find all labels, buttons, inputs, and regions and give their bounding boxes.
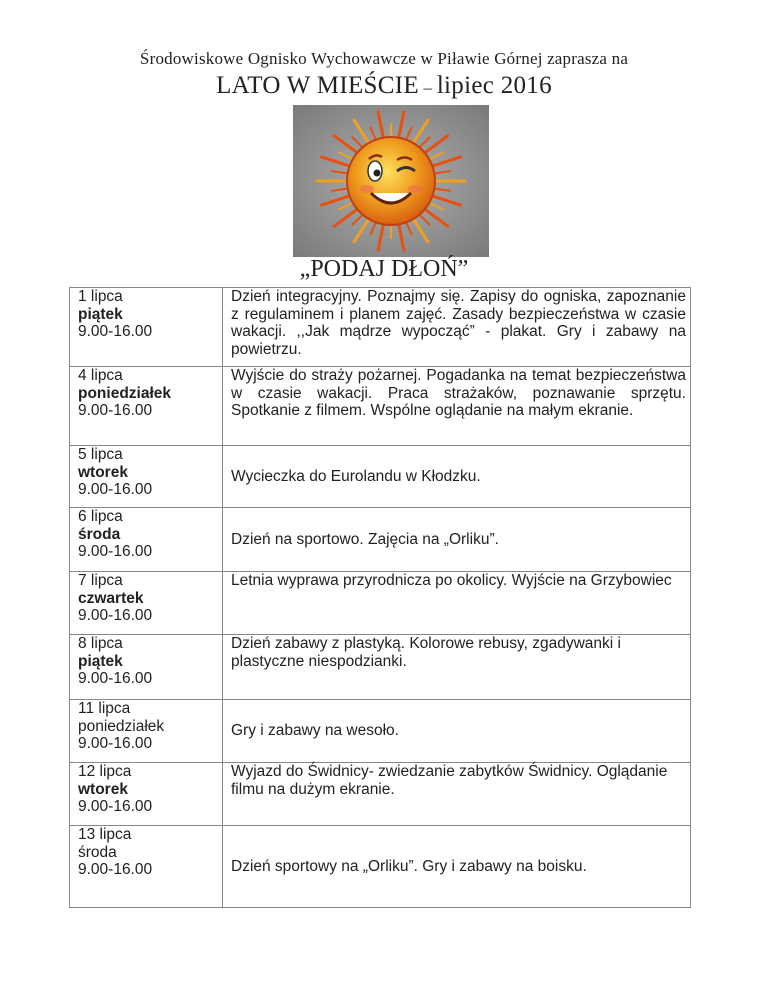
event-time: 9.00-16.00	[78, 861, 153, 878]
event-description: Dzień zabawy z plastyką. Kolorowe rebusy, zgadywanki i plastyczne niespodzianki.	[223, 635, 691, 700]
event-time: 9.00-16.00	[78, 735, 153, 752]
event-time: 9.00-16.00	[78, 323, 153, 340]
event-weekday: wtorek	[78, 463, 128, 481]
event-time: 9.00-16.00	[78, 481, 153, 498]
event-description: Wyjście do straży pożarnej. Pogadanka na temat bezpieczeństwa w czasie wakacji. Praca strażaków, poznawanie sprzętu. Spotkanie z filmem. Wspólne oglądanie na małym ekranie.	[223, 367, 691, 446]
event-time: 9.00-16.00	[78, 798, 153, 815]
schedule-row	[70, 700, 691, 763]
event-date: 13 lipca	[78, 826, 132, 843]
schedule-row	[70, 288, 691, 367]
date-cell	[70, 572, 223, 635]
event-weekday: wtorek	[78, 780, 128, 798]
date-cell	[70, 288, 223, 367]
event-weekday: piątek	[78, 305, 123, 323]
date-cell	[70, 508, 223, 572]
event-description: Wyjazd do Świdnicy- zwiedzanie zabytków Świdnicy. Oglądanie filmu na dużym ekranie.	[223, 763, 691, 826]
event-weekday: środa	[78, 843, 117, 861]
date-cell	[70, 700, 223, 763]
schedule-row	[70, 446, 691, 508]
event-description: Gry i zabawy na wesoło.	[223, 700, 691, 763]
schedule-row	[70, 826, 691, 908]
date-cell	[70, 446, 223, 508]
title-month: lipiec 2016	[436, 72, 552, 99]
date-cell	[70, 367, 223, 446]
sun-icon	[293, 105, 489, 257]
event-time: 9.00-16.00	[78, 402, 153, 419]
schedule-row	[70, 367, 691, 446]
event-description: Wycieczka do Eurolandu w Kłodzku.	[223, 446, 691, 508]
event-weekday: czwartek	[78, 589, 144, 607]
schedule-table	[69, 287, 691, 908]
event-date: 11 lipca	[78, 700, 131, 717]
event-date: 5 lipca	[78, 446, 123, 463]
schedule-row	[70, 763, 691, 826]
event-weekday: środa	[78, 525, 121, 543]
schedule-row	[70, 508, 691, 572]
intro-text: Środowiskowe Ognisko Wychowawcze w Piławie Górnej zaprasza na	[139, 49, 629, 68]
event-time: 9.00-16.00	[78, 543, 153, 560]
event-weekday: poniedziałek	[78, 717, 165, 735]
event-date: 4 lipca	[78, 367, 123, 384]
date-cell	[70, 826, 223, 908]
event-time: 9.00-16.00	[78, 670, 153, 687]
event-date: 6 lipca	[78, 508, 123, 525]
event-description: Dzień na sportowo. Zajęcia na „Orliku”.	[223, 508, 691, 572]
event-description: Dzień sportowy na „Orliku”. Gry i zabawy na boisku.	[223, 826, 691, 908]
page-title	[0, 72, 768, 100]
event-date: 7 lipca	[78, 572, 123, 589]
event-date: 8 lipca	[78, 635, 123, 652]
event-description: Dzień integracyjny. Poznajmy się. Zapisy do ogniska, zapoznanie z regulaminem i planem zajęć. Zasady bezpieczeństwa w czasie wakacji. ,,Jak mądrze wypocząć” - plakat. Gry i zabawy na powietrzu.	[223, 288, 691, 367]
winking-sun-image	[293, 105, 489, 257]
event-description: Letnia wyprawa przyrodnicza po okolicy. Wyjście na Grzybowiec	[223, 572, 691, 635]
event-weekday: piątek	[78, 652, 123, 670]
title-dash: –	[418, 78, 437, 97]
title-main: LATO W MIEŚCIE	[216, 72, 419, 99]
event-time: 9.00-16.00	[78, 607, 153, 624]
event-weekday: poniedziałek	[78, 384, 172, 402]
schedule-row	[70, 635, 691, 700]
schedule-row	[70, 572, 691, 635]
program-subtitle: „PODAJ DŁOŃ”	[299, 256, 469, 282]
date-cell	[70, 635, 223, 700]
event-date: 12 lipca	[78, 763, 132, 780]
date-cell	[70, 763, 223, 826]
event-date: 1 lipca	[78, 288, 123, 305]
